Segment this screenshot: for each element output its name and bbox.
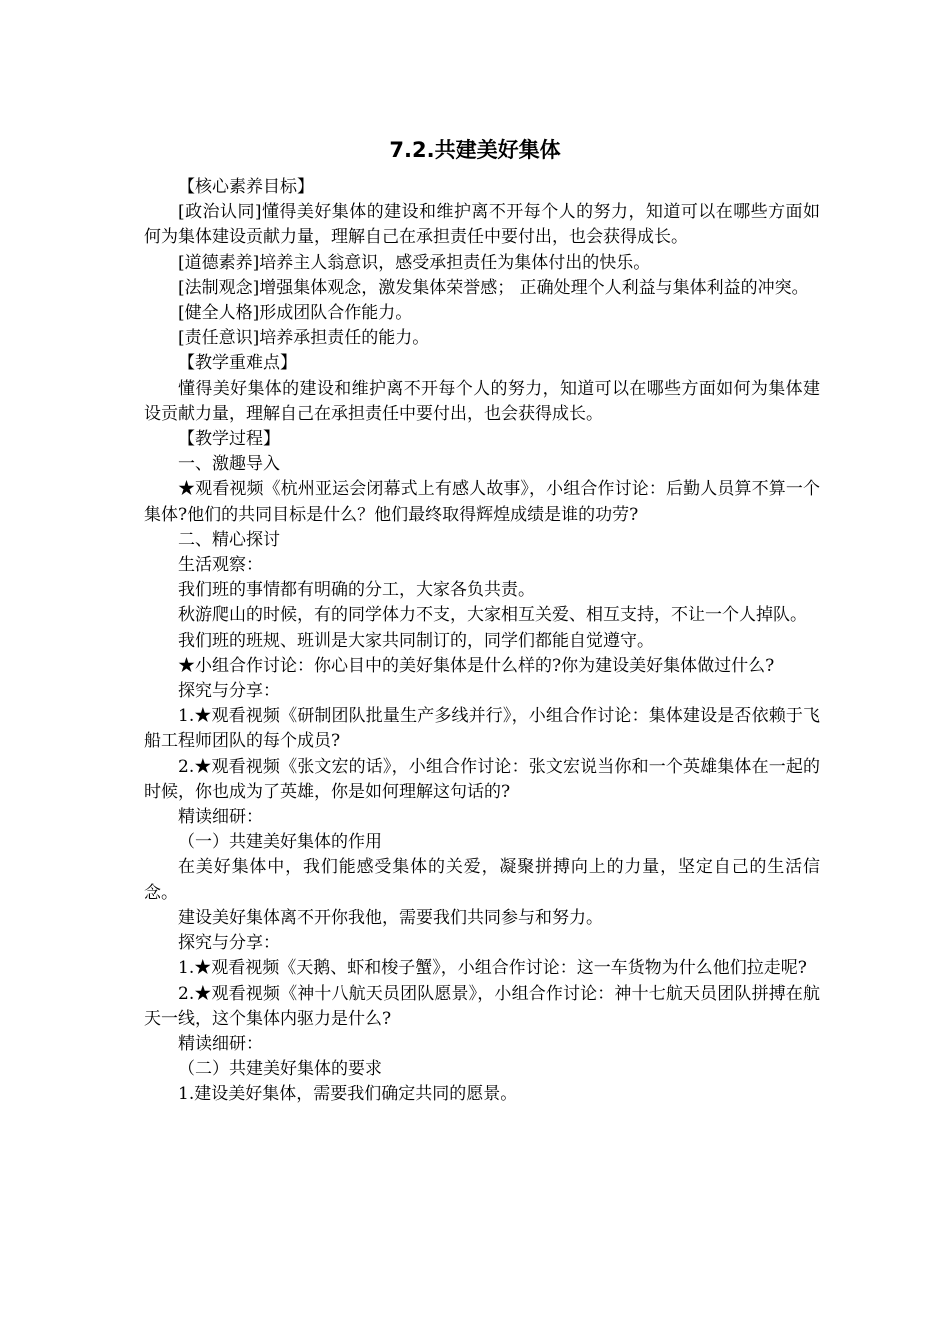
- observation-3: 我们班的班规、班训是大家共同制订的，同学们都能自觉遵守。: [178, 630, 654, 651]
- explore-share-label-2: 探究与分享：: [178, 933, 280, 954]
- subsection-requirements: （二）共建美好集体的要求: [178, 1059, 382, 1080]
- role-text-2: 建设美好集体离不开你我他，需要我们共同参与和努力。: [178, 907, 603, 928]
- key-points-text: 懂得美好集体的建设和维护离不开每个人的努力，知道可以在哪些方面如何为集体建设贡献力量，理解自己在承担责任中要付出，也会获得成长。: [144, 378, 820, 424]
- explore-task-4: 2.★观看视频《神十八航天员团队愿景》，小组合作讨论：神十七航天员团队拼搏在航天一线，这个集体内驱力是什么?: [144, 983, 820, 1029]
- observation-1: 我们班的事情都有明确的分工，大家各负共责。: [178, 580, 535, 601]
- step-intro-heading: 一、激趣导入: [178, 454, 280, 475]
- document-body: [144, 175, 820, 1108]
- role-text-1: 在美好集体中，我们能感受集体的关爱，凝聚拼搏向上的力量，坚定自己的生活信念。: [144, 857, 820, 903]
- section-heading-process: 【教学过程】: [178, 429, 280, 450]
- goal-responsibility: [责任意识]培养承担责任的能力。: [178, 328, 430, 349]
- step-explore-heading: 二、精心探讨: [178, 529, 280, 550]
- goal-legal: [法制观念]增强集体观念，激发集体荣誉感； 正确处理个人利益与集体利益的冲突。: [178, 277, 809, 298]
- explore-task-1: 1.★观看视频《研制团队批量生产多线并行》，小组合作讨论：集体建设是否依赖于飞船工程师团队的每个成员?: [144, 706, 820, 752]
- explore-task-3: 1.★观看视频《天鹅、虾和梭子蟹》，小组合作讨论：这一车货物为什么他们拉走呢?: [178, 958, 807, 979]
- goal-political-identity: [政治认同]懂得美好集体的建设和维护离不开每个人的努力，知道可以在哪些方面如何为集体建设贡献力量，理解自己在承担责任中要付出，也会获得成长。: [144, 202, 820, 248]
- explore-share-label-1: 探究与分享：: [178, 681, 280, 702]
- life-observation-label: 生活观察：: [178, 555, 263, 576]
- document-title: 7.2.共建美好集体: [389, 138, 561, 162]
- section-heading-key-points: 【教学重难点】: [178, 353, 297, 374]
- requirement-1: 1.建设美好集体，需要我们确定共同的愿景。: [178, 1084, 518, 1105]
- close-reading-label-2: 精读细研：: [178, 1033, 263, 1054]
- goal-moral: [道德素养]培养主人翁意识，感受承担责任为集体付出的快乐。: [178, 252, 651, 273]
- section-heading-core-goals: 【核心素养目标】: [178, 177, 314, 197]
- observation-2: 秋游爬山的时候，有的同学体力不支，大家相互关爱、相互支持，不让一个人掉队。: [178, 605, 807, 626]
- close-reading-label-1: 精读细研：: [178, 807, 263, 828]
- explore-task-2: 2.★观看视频《张文宏的话》，小组合作讨论：张文宏说当你和一个英雄集体在一起的时候，你也成为了英雄，你是如何理解这句话的?: [144, 756, 820, 802]
- group-discussion-1: ★小组合作讨论：你心目中的美好集体是什么样的?你为建设美好集体做过什么?: [178, 655, 775, 676]
- goal-personality: [健全人格]形成团队合作能力。: [178, 303, 413, 324]
- intro-video-task: ★观看视频《杭州亚运会闭幕式上有感人故事》，小组合作讨论：后勤人员算不算一个集体?他们的共同目标是什么？他们最终取得辉煌成绩是谁的功劳?: [144, 479, 820, 525]
- subsection-role: （一）共建美好集体的作用: [178, 832, 382, 853]
